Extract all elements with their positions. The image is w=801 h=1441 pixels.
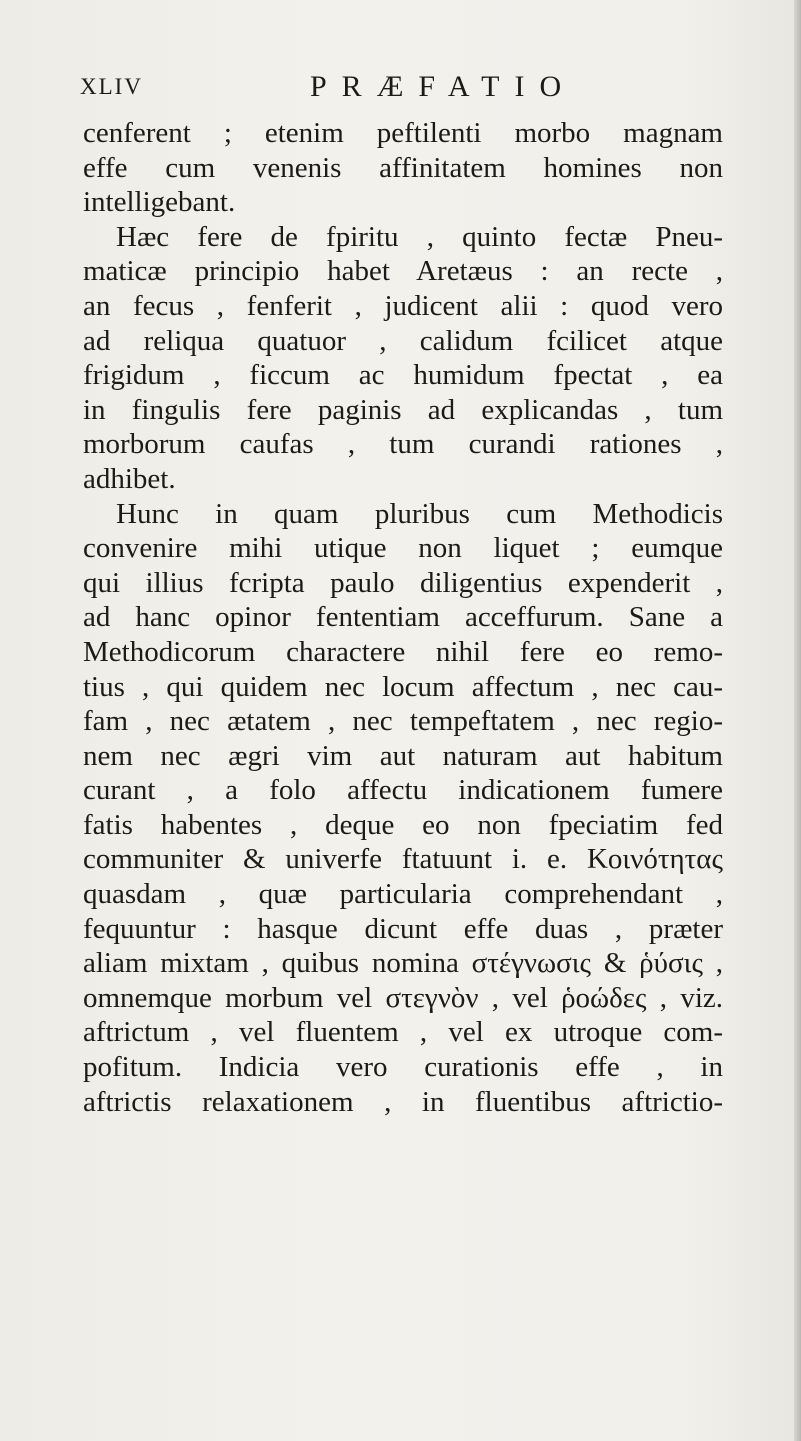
text-line: Hunc in quam pluribus cum Methodicis	[116, 497, 723, 530]
text-line: omnemque morbum vel στεγνὸν , vel ῥοώδες , viz.	[83, 981, 723, 1014]
text-line: nem nec ægri vim aut naturam aut habitum	[83, 739, 723, 772]
text-line: adhibet.	[83, 462, 176, 495]
text-line: aliam mixtam , quibus nomina στέγνωσις & ῥύσις ,	[83, 947, 723, 980]
text-line: ad hanc opinor fententiam acceffurum. Sane a	[83, 601, 723, 634]
text-line: Methodicorum charactere nihil fere eo remo-	[83, 635, 723, 668]
text-line: tius , qui quidem nec locum affectum , nec cau-	[83, 670, 723, 703]
text-line: aftrictis relaxationem , in fluentibus aftrictio-	[83, 1085, 723, 1118]
text-line: cenferent ; etenim peftilenti morbo magnam	[83, 117, 723, 149]
text-line: convenire mihi utique non liquet ; eumque	[83, 532, 723, 565]
text-line: ad reliqua quatuor , calidum fcilicet atque	[83, 324, 723, 357]
text-line: fam , nec ætatem , nec tempeftatem , nec regio-	[83, 705, 723, 738]
text-line: communiter & univerfe ftatuunt i. e. Κοινότητας	[83, 843, 723, 876]
running-head: PRÆFATIO	[310, 70, 577, 103]
text-line: aftrictum , vel fluentem , vel ex utroque com-	[83, 1016, 723, 1049]
text-line: frigidum , ficcum ac humidum fpectat , ea	[83, 359, 723, 392]
text-line: pofitum. Indicia vero curationis effe , in	[83, 1051, 723, 1084]
body-text	[83, 116, 723, 1119]
text-line: curant , a folo affectu indicationem fumere	[83, 774, 723, 807]
text-line: qui illius fcripta paulo diligentius expenderit ,	[83, 566, 723, 599]
text-line: an fecus , fenferit , judicent alii : quod vero	[83, 289, 723, 322]
text-line: intelligebant.	[83, 186, 236, 219]
page-number: XLIV	[80, 74, 143, 99]
text-line: morborum caufas , tum curandi rationes ,	[83, 428, 723, 461]
text-line: fequuntur : hasque dicunt effe duas , præter	[83, 912, 723, 945]
text-line: quasdam , quæ particularia comprehendant ,	[83, 878, 723, 911]
text-line: Hæc fere de fpiritu , quinto fectæ Pneu-	[116, 220, 723, 253]
page-edge	[794, 0, 801, 1441]
text-line: maticæ principio habet Aretæus : an recte ,	[83, 255, 723, 288]
text-line: fatis habentes , deque eo non fpeciatim fed	[83, 808, 723, 841]
text-line: effe cum venenis affinitatem homines non	[83, 151, 723, 184]
page-header	[80, 70, 720, 110]
text-line: in fingulis fere paginis ad explicandas , tum	[83, 393, 723, 426]
